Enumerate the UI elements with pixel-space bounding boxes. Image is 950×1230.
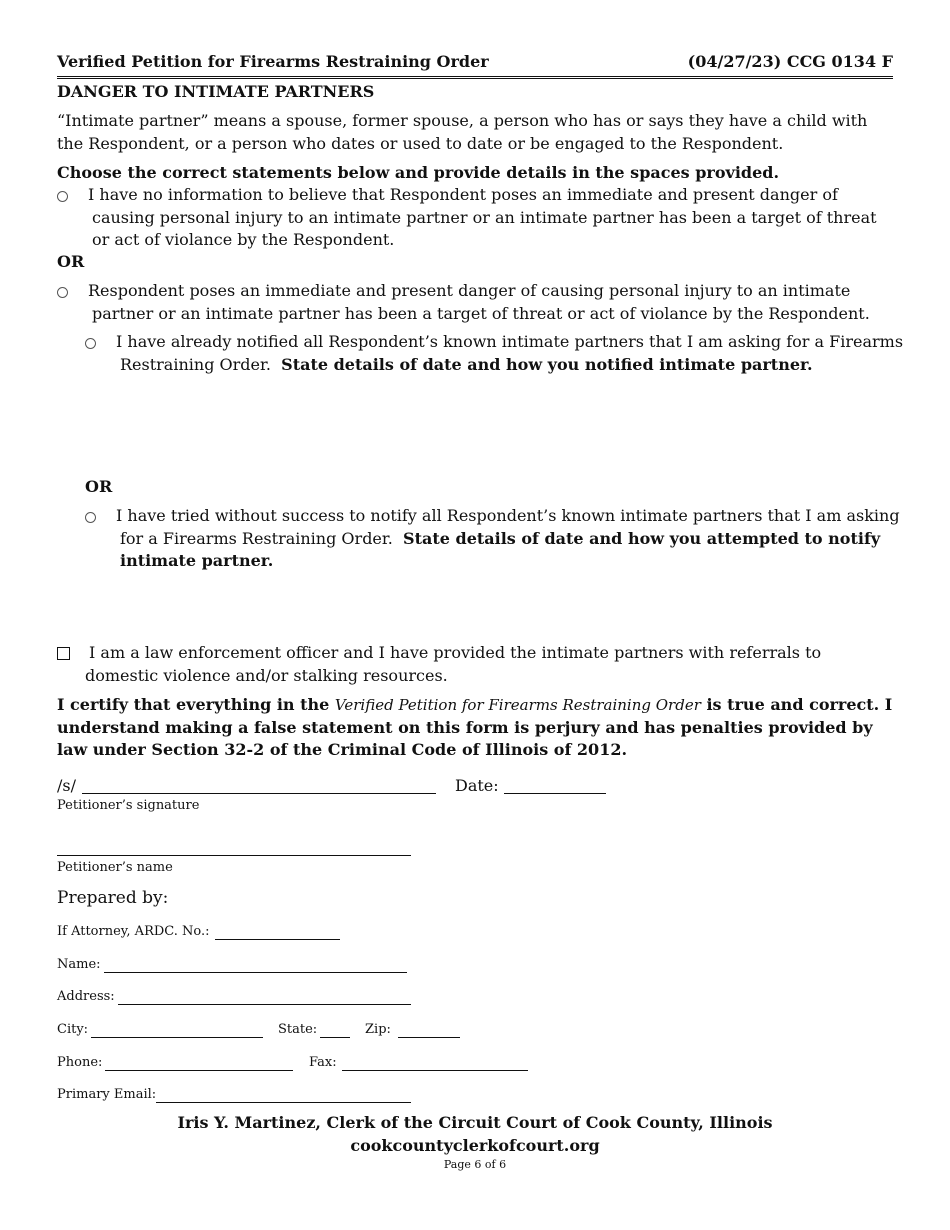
date-field[interactable] [504,778,606,794]
law-enforcement-checkbox[interactable] [57,647,70,660]
signature-row [57,775,76,798]
tried-details-instruction: State details of date and how you attempted to notify intimate partner. [120,528,881,570]
email-label: Primary Email: [57,1087,157,1102]
attorney-field[interactable] [215,925,340,940]
danger-radio[interactable] [57,287,68,298]
prepared-by-title: Prepared by: [57,888,169,908]
no-info-radio[interactable] [57,191,68,202]
fax-field[interactable] [342,1056,528,1071]
city-field[interactable] [91,1023,263,1038]
notified-details-area[interactable] [120,384,890,474]
name-caption: Petitioner’s name [57,860,173,875]
notified-details-instruction: State details of date and how you notified intimate partner. [281,354,813,374]
intimate-partner-definition: “Intimate partner” means a spouse, former spouse, a person who has or says they have a child with the Respondent, or a person who dates or used to date or be engaged to the Respondent. [57,111,868,153]
certification-statement [57,694,902,762]
no-info-option-label: I have no information to believe that Respondent poses an immediate and present danger of causing personal injury to an intimate partner or an intimate partner has been a target of threat or act of violance by the Respondent. [88,185,877,249]
clerk-footer: Iris Y. Martinez, Clerk of the Circuit Court of Cook County, Illinois [177,1113,773,1132]
certify-pre: I certify that everything in the [57,695,330,714]
state-label: State: [278,1022,318,1037]
form-title: Verified Petition for Firearms Restraining Order [57,52,489,71]
signature-caption: Petitioner’s signature [57,798,200,813]
date-label: Date: [455,776,499,795]
certify-post: is true and correct. I understand making a false statement on this form is perjury and has penalties provided by law under Section 32-2 of the Criminal Code of Illinois of 2012. [57,695,893,759]
state-field[interactable] [320,1023,350,1038]
notified-radio[interactable] [85,338,96,349]
law-enforcement-label: I am a law enforcement officer and I have provided the intimate partners with referrals to domestic violence and/or stalking resources. [85,643,822,685]
name-field[interactable] [104,958,407,973]
fax-label: Fax: [309,1055,337,1070]
notified-option [116,331,910,376]
danger-option-label: Respondent poses an immediate and present danger of causing personal injury to an intimate partner or an intimate partner has been a target of threat or act of violance by the Respondent. [88,281,870,323]
zip-label: Zip: [365,1022,391,1037]
signature-field[interactable] [82,778,436,794]
certify-form-name: Verified Petition for Firearms Restraining Order [334,696,701,714]
address-label: Address: [57,989,115,1004]
address-field[interactable] [118,990,411,1005]
or-label-2: OR [85,477,113,496]
form-code: (04/27/23) CCG 0134 F [687,52,893,71]
petitioner-name-field[interactable] [57,840,411,856]
signature-prefix: /s/ [57,776,76,795]
tried-radio[interactable] [85,512,96,523]
page-header [57,52,893,79]
attorney-label: If Attorney, ARDC. No.: [57,924,210,939]
tried-details-area[interactable] [120,558,890,638]
clerk-website: cookcountyclerkofcourt.org [350,1136,600,1155]
name-label: Name: [57,957,101,972]
city-label: City: [57,1022,89,1037]
zip-field[interactable] [398,1023,460,1038]
phone-field[interactable] [105,1056,293,1071]
email-field[interactable] [156,1088,411,1103]
section-title: DANGER TO INTIMATE PARTNERS [57,82,375,101]
tried-option-label: I have tried without success to notify all Respondent’s known intimate partners that I am asking for a Firearms Restraining Order. [116,506,900,548]
or-label-1: OR [57,252,85,271]
notified-option-label: I have already notified all Respondent’s known intimate partners that I am asking for a Firearms Restraining Order. [116,332,904,374]
page-number: Page 6 of 6 [443,1158,507,1171]
phone-label: Phone: [57,1055,103,1070]
instruction: Choose the correct statements below and provide details in the spaces provided. [57,163,780,182]
